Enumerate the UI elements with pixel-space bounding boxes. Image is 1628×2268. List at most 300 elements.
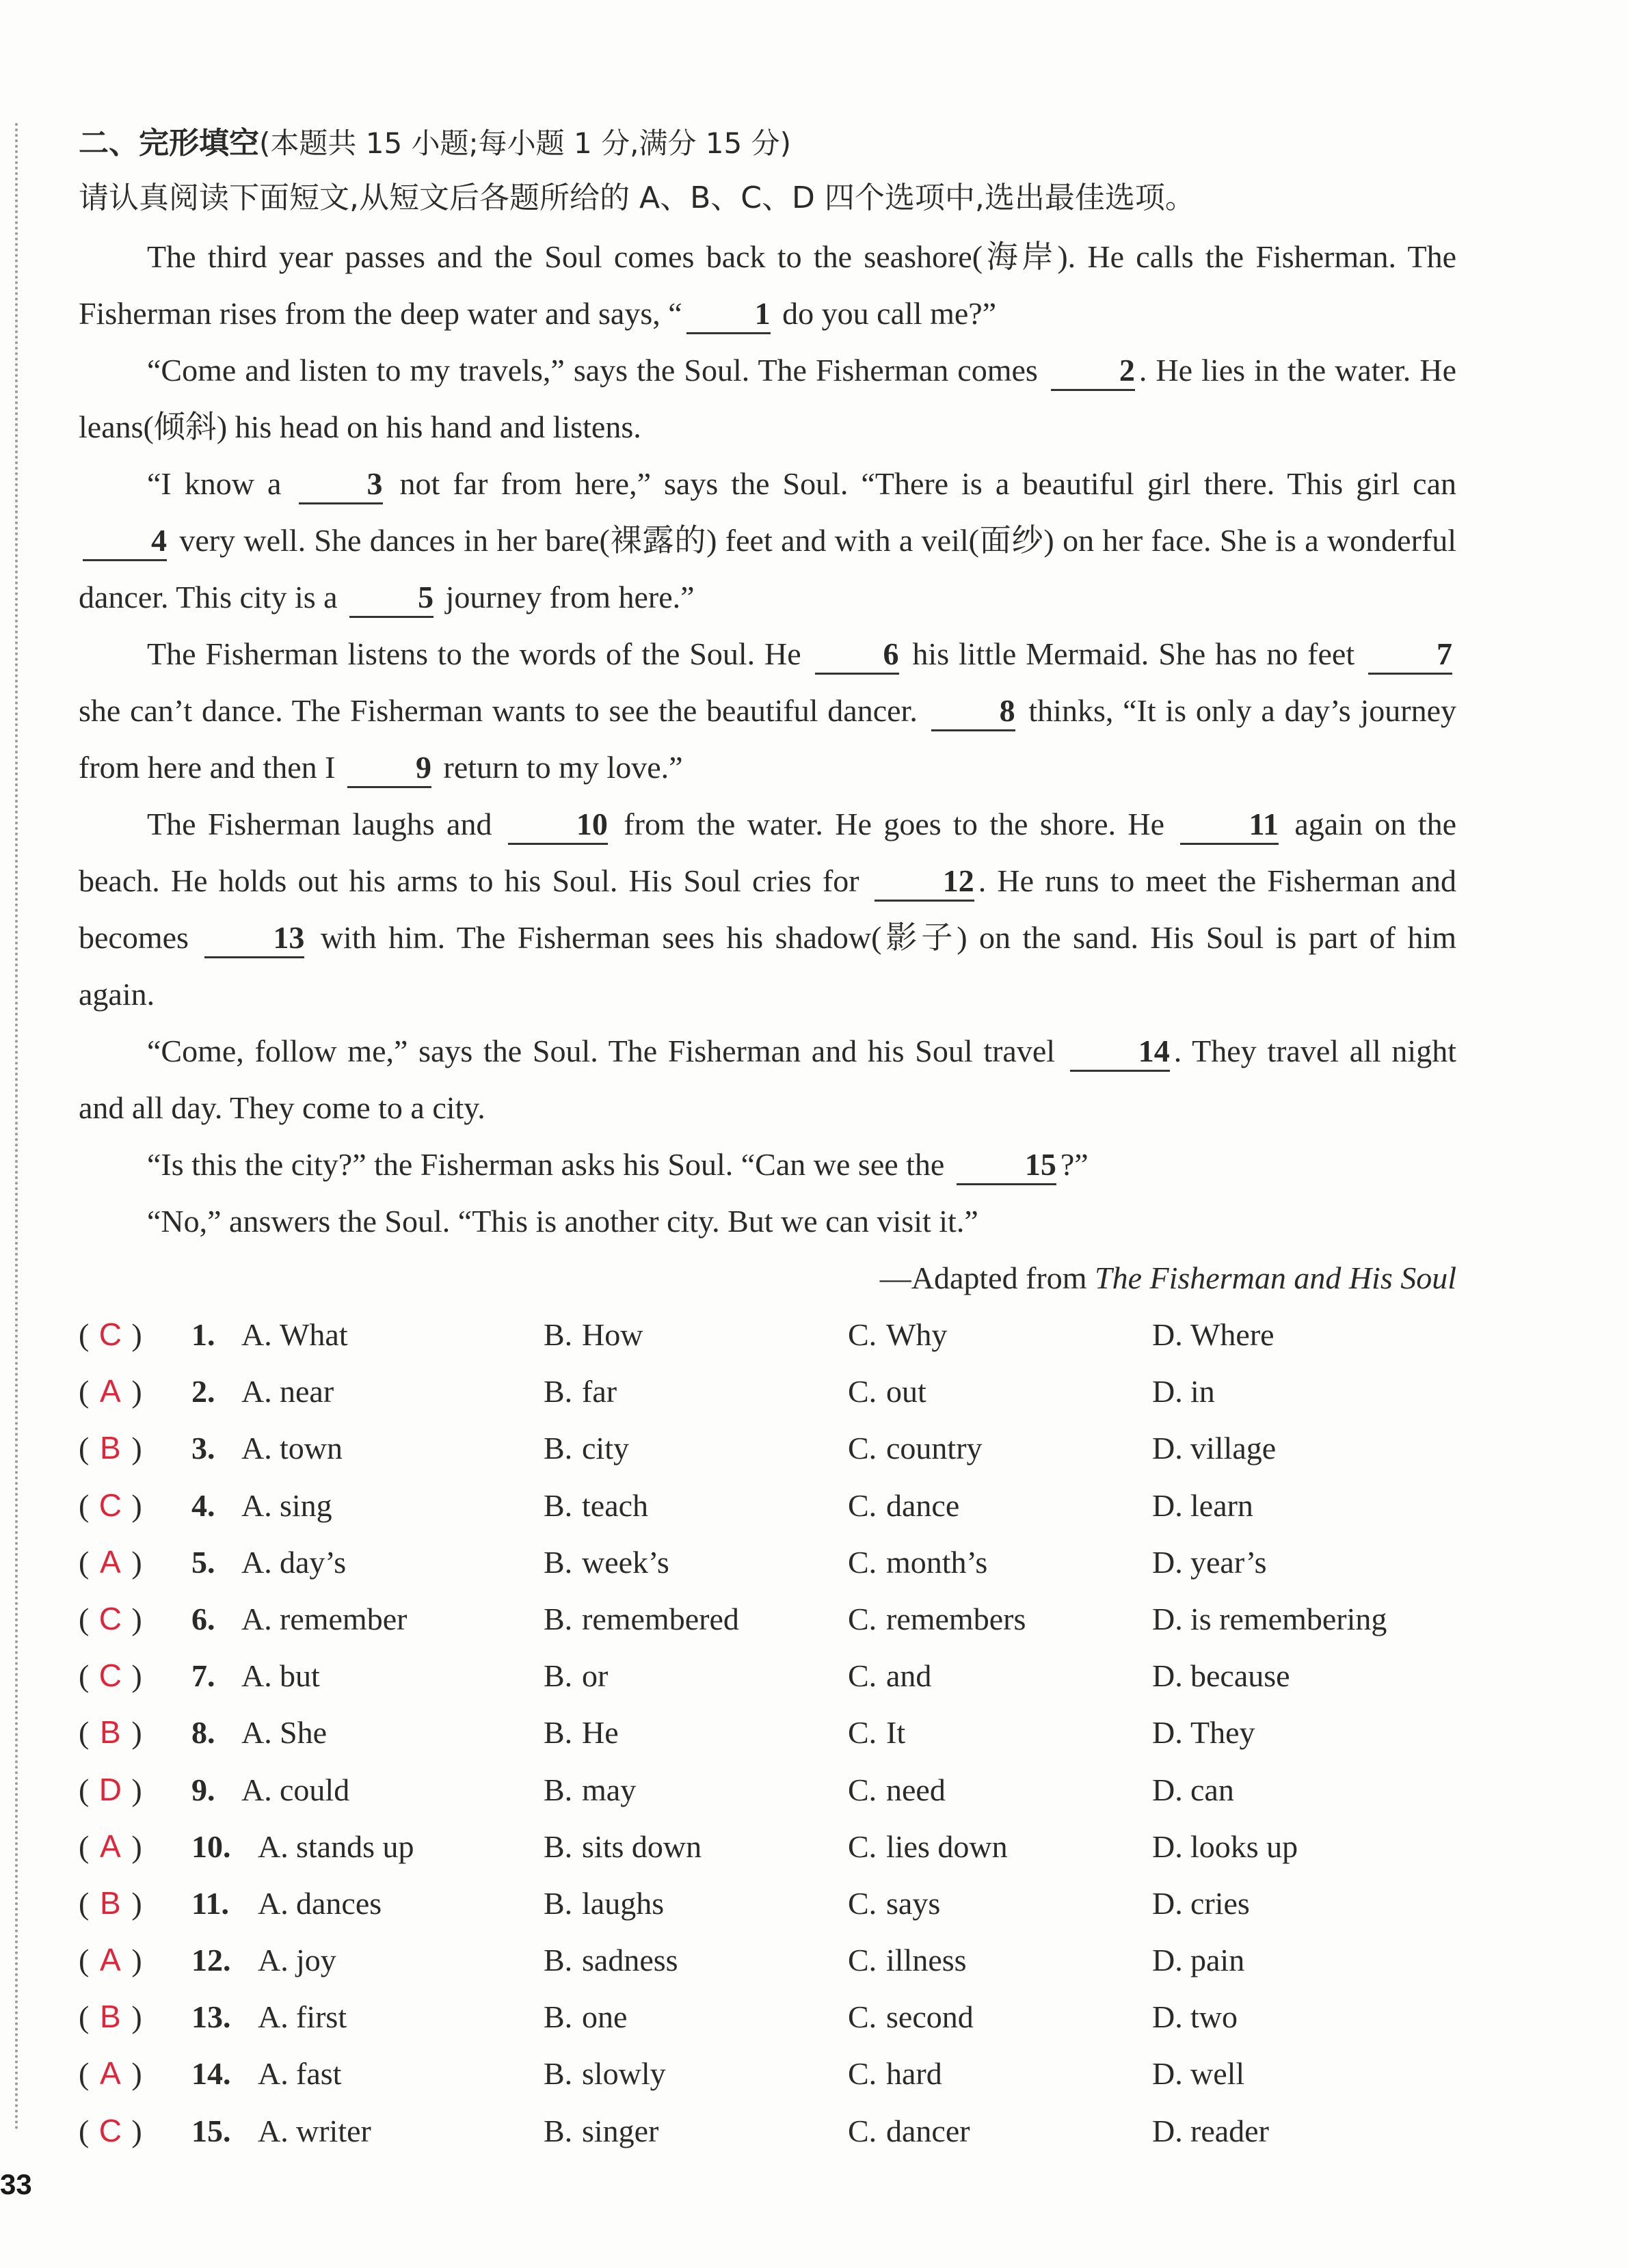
paren-close: )	[131, 1487, 142, 1523]
answer-blank: 14	[1070, 1033, 1170, 1072]
option-letter: B.	[544, 1658, 573, 1694]
option-letter: C.	[848, 1374, 877, 1409]
question-row	[79, 2103, 1456, 2159]
option-a	[241, 1363, 334, 1420]
option-text: sing	[280, 1487, 332, 1523]
option-a	[241, 1477, 332, 1534]
option-text: lies down	[886, 1828, 1008, 1864]
passage-text: thinks, “It is only a day’s journey from here and then I	[79, 693, 1456, 785]
paren-close: )	[131, 1317, 142, 1352]
question-row	[79, 1534, 1456, 1591]
option-letter: D.	[1152, 1487, 1183, 1523]
passage-text: with him. The Fisherman sees his shadow(影子) on the sand. His Soul is part of him again.	[79, 920, 1456, 1012]
option-c	[848, 1818, 1008, 1875]
passage-text: The Fisherman listens to the words of the Soul. He	[147, 636, 811, 671]
section-title	[79, 115, 1456, 172]
option-text: hard	[886, 2056, 942, 2092]
option-letter: B.	[544, 2056, 573, 2092]
paren-close: )	[131, 1601, 142, 1636]
paren-open: (	[79, 1374, 90, 1409]
option-letter: A.	[241, 1658, 272, 1694]
selected-answer: C	[98, 1658, 122, 1694]
option-a	[241, 1761, 349, 1818]
option-text: teach	[582, 1487, 649, 1523]
option-letter: B.	[544, 1544, 573, 1580]
option-letter: B.	[544, 1601, 573, 1636]
option-letter: C.	[848, 2113, 877, 2148]
option-d	[1152, 1591, 1387, 1647]
option-letter: D.	[1152, 1999, 1183, 2035]
question-row	[79, 1988, 1456, 2045]
paren-open: (	[79, 2113, 90, 2148]
passage-paragraph	[79, 1193, 1456, 1250]
option-d	[1152, 1477, 1253, 1534]
paren-close: )	[131, 1828, 142, 1864]
section-title-text: 二、完形填空	[79, 126, 259, 161]
option-letter: C.	[848, 1772, 877, 1807]
paren-open: (	[79, 1999, 90, 2035]
option-letter: A.	[241, 1317, 272, 1352]
option-text: and	[886, 1658, 932, 1694]
option-a	[258, 2045, 341, 2102]
option-text: He	[582, 1715, 619, 1751]
option-text: town	[280, 1431, 343, 1466]
option-a	[258, 1988, 347, 2045]
answer-blank: 7	[1368, 636, 1452, 675]
option-a	[241, 1647, 320, 1704]
option-letter: A.	[241, 1374, 272, 1409]
option-text: It	[886, 1715, 906, 1751]
source-prefix: —Adapted from	[879, 1260, 1095, 1295]
paren-open: (	[79, 1715, 90, 1751]
option-text: country	[886, 1431, 983, 1466]
question-number: 15.	[191, 2113, 231, 2148]
option-text: How	[582, 1317, 643, 1352]
option-text: far	[582, 1374, 617, 1409]
answer-paren	[79, 1534, 142, 1591]
option-d	[1152, 1818, 1298, 1875]
answer-blank: 15	[957, 1146, 1056, 1185]
paren-close: )	[131, 2056, 142, 2092]
option-text: first	[296, 1999, 347, 2035]
option-text: pain	[1190, 1943, 1245, 1978]
passage-text: his little Mermaid. She has no feet	[903, 636, 1364, 671]
option-d	[1152, 1647, 1290, 1704]
answer-paren	[79, 1647, 142, 1704]
option-letter: B.	[544, 1943, 573, 1978]
option-text: second	[886, 1999, 974, 2035]
option-letter: C.	[848, 1658, 877, 1694]
option-letter: D.	[1152, 1943, 1183, 1978]
paren-close: )	[131, 1431, 142, 1466]
answer-paren	[79, 1477, 142, 1534]
option-d	[1152, 2103, 1269, 2159]
question-number: 13.	[191, 1999, 231, 2035]
option-text: learn	[1190, 1487, 1253, 1523]
answer-blank: 1	[686, 295, 771, 334]
option-letter: C.	[848, 1487, 877, 1523]
paren-open: (	[79, 1431, 90, 1466]
answer-paren	[79, 2045, 142, 2102]
passage-text: not far from here,” says the Soul. “There is a beautiful girl there. This girl can	[386, 466, 1456, 501]
option-c	[848, 2045, 942, 2102]
option-letter: B.	[544, 1772, 573, 1807]
question-number: 10.	[191, 1828, 231, 1864]
answer-paren	[79, 1875, 142, 1932]
selected-answer: B	[99, 1430, 121, 1466]
option-text: fast	[296, 2056, 342, 2092]
option-letter: A.	[258, 1828, 289, 1864]
selected-answer: A	[99, 1828, 121, 1864]
option-a	[258, 2103, 371, 2159]
passage-text: she can’t dance. The Fisherman wants to see the beautiful dancer.	[79, 693, 927, 728]
selected-answer: C	[98, 1600, 122, 1636]
option-letter: A.	[241, 1601, 272, 1636]
option-c	[848, 1534, 987, 1591]
option-letter: B.	[544, 1317, 573, 1352]
option-letter: B.	[544, 2113, 573, 2148]
page-number: 33	[0, 2168, 32, 2200]
option-letter: A.	[241, 1772, 272, 1807]
option-b	[544, 1988, 627, 2045]
option-text: in	[1190, 1374, 1215, 1409]
paren-open: (	[79, 1544, 90, 1580]
question-number: 3.	[191, 1431, 215, 1466]
option-text: day’s	[280, 1544, 347, 1580]
option-b	[544, 1477, 648, 1534]
option-text: writer	[296, 2113, 371, 2148]
option-letter: D.	[1152, 1828, 1183, 1864]
source-credit	[79, 1250, 1456, 1306]
answer-blank: 5	[349, 579, 433, 618]
option-letter: D.	[1152, 1772, 1183, 1807]
option-text: stands up	[296, 1828, 414, 1864]
option-text: sits down	[582, 1828, 702, 1864]
option-text: out	[886, 1374, 926, 1409]
option-b	[544, 2045, 666, 2102]
option-d	[1152, 1363, 1215, 1420]
answer-blank: 9	[347, 749, 431, 788]
option-c	[848, 2103, 970, 2159]
option-letter: A.	[258, 2113, 289, 2148]
option-c	[848, 1875, 940, 1932]
option-a	[258, 1818, 414, 1875]
option-a	[241, 1534, 346, 1591]
question-number: 2.	[191, 1374, 215, 1409]
option-text: What	[280, 1317, 348, 1352]
option-text: week’s	[582, 1544, 669, 1580]
option-letter: D.	[1152, 1431, 1183, 1466]
option-text: dances	[296, 1885, 382, 1921]
option-text: She	[280, 1715, 327, 1751]
option-letter: D.	[1152, 1601, 1183, 1636]
option-b	[544, 1420, 629, 1476]
option-text: remembered	[582, 1601, 739, 1636]
option-letter: A.	[241, 1487, 272, 1523]
paren-open: (	[79, 1487, 90, 1523]
option-letter: C.	[848, 1999, 877, 2035]
option-letter: C.	[848, 1828, 877, 1864]
option-letter: B.	[544, 1885, 573, 1921]
answer-paren	[79, 1591, 142, 1647]
option-c	[848, 1932, 967, 1988]
passage-text: “Come, follow me,” says the Soul. The Fisherman and his Soul travel	[147, 1034, 1066, 1068]
option-d	[1152, 1988, 1238, 2045]
answer-paren	[79, 1932, 142, 1988]
option-letter: D.	[1152, 1374, 1183, 1409]
passage-paragraph	[79, 228, 1456, 342]
option-letter: B.	[544, 1431, 573, 1466]
option-d	[1152, 1704, 1255, 1761]
question-row	[79, 1818, 1456, 1875]
question-row	[79, 1306, 1456, 1363]
option-letter: A.	[258, 2056, 289, 2092]
option-text: or	[582, 1658, 609, 1694]
option-letter: D.	[1152, 1317, 1183, 1352]
option-letter: C.	[848, 1317, 877, 1352]
question-number: 1.	[191, 1317, 215, 1352]
option-text: city	[582, 1431, 629, 1466]
passage-paragraph	[79, 1023, 1456, 1136]
answer-paren	[79, 1306, 142, 1363]
passage-text: return to my love.”	[436, 750, 683, 785]
selected-answer: B	[99, 1999, 121, 2035]
option-c	[848, 1761, 946, 1818]
passage-text: from the water. He goes to the shore. He	[611, 807, 1177, 841]
option-letter: B.	[544, 1828, 573, 1864]
option-text: village	[1190, 1431, 1277, 1466]
option-a	[241, 1420, 343, 1476]
selected-answer: B	[99, 1714, 121, 1751]
option-text: remembers	[886, 1601, 1026, 1636]
option-d	[1152, 1761, 1234, 1818]
option-text: singer	[582, 2113, 659, 2148]
paren-close: )	[131, 1544, 142, 1580]
binding-margin-line	[15, 123, 18, 2131]
selected-answer: C	[98, 2112, 122, 2148]
question-row	[79, 1875, 1456, 1932]
question-number: 7.	[191, 1658, 215, 1694]
paren-open: (	[79, 1601, 90, 1636]
selected-answer: D	[98, 1771, 122, 1807]
option-letter: C.	[848, 1601, 877, 1636]
question-number: 6.	[191, 1601, 215, 1636]
question-row	[79, 1591, 1456, 1647]
option-c	[848, 1477, 959, 1534]
option-c	[848, 1647, 931, 1704]
option-d	[1152, 2045, 1244, 2102]
question-row	[79, 1477, 1456, 1534]
option-d	[1152, 1306, 1275, 1363]
option-text: reader	[1190, 2113, 1269, 2148]
option-letter: A.	[241, 1715, 272, 1751]
passage-paragraph	[79, 625, 1456, 796]
option-letter: B.	[544, 1999, 573, 2035]
option-text: laughs	[582, 1885, 665, 1921]
option-text: two	[1190, 1999, 1238, 2035]
option-text: Why	[886, 1317, 948, 1352]
option-letter: A.	[241, 1544, 272, 1580]
option-letter: A.	[258, 1885, 289, 1921]
option-a	[241, 1704, 327, 1761]
option-letter: A.	[241, 1431, 272, 1466]
option-letter: C.	[848, 1544, 877, 1580]
paren-close: )	[131, 1885, 142, 1921]
selected-answer: C	[98, 1487, 122, 1523]
passage-text: “I know a	[147, 466, 295, 501]
option-b	[544, 1591, 739, 1647]
option-b	[544, 1818, 702, 1875]
question-number: 4.	[191, 1487, 215, 1523]
option-b	[544, 1363, 617, 1420]
passage-text: do you call me?”	[774, 296, 997, 331]
option-text: slowly	[582, 2056, 666, 2092]
option-c	[848, 1420, 983, 1476]
paren-open: (	[79, 1943, 90, 1978]
option-b	[544, 1704, 619, 1761]
option-c	[848, 1306, 947, 1363]
question-number: 5.	[191, 1544, 215, 1580]
option-text: year’s	[1190, 1544, 1267, 1580]
option-text: but	[280, 1658, 320, 1694]
option-text: says	[886, 1885, 941, 1921]
option-text: dance	[886, 1487, 960, 1523]
paren-open: (	[79, 1772, 90, 1807]
question-number: 14.	[191, 2056, 231, 2092]
passage-text: again on the beach. He holds out his arms to his Soul. His Soul cries for	[79, 807, 1457, 898]
option-text: Where	[1190, 1317, 1275, 1352]
option-a	[258, 1932, 336, 1988]
passage-paragraph	[79, 1136, 1456, 1193]
question-list	[79, 1306, 1456, 2159]
answer-blank: 4	[83, 522, 167, 561]
option-letter: D.	[1152, 1885, 1183, 1921]
answer-blank: 11	[1180, 806, 1278, 845]
option-text: need	[886, 1772, 946, 1807]
passage-text: The Fisherman laughs and	[147, 807, 504, 841]
option-letter: B.	[544, 1715, 573, 1751]
option-c	[848, 1988, 974, 2045]
option-text: remember	[280, 1601, 408, 1636]
passage-text: . He lies in the water. He leans(倾斜) his head on his hand and listens.	[79, 353, 1456, 444]
option-letter: D.	[1152, 2113, 1183, 2148]
selected-answer: A	[99, 1942, 121, 1978]
passage-text: “Is this the city?” the Fisherman asks his Soul. “Can we see the	[147, 1147, 952, 1182]
instruction: 请认真阅读下面短文,从短文后各题所给的 A、B、C、D 四个选项中,选出最佳选项。	[79, 180, 1195, 215]
passage-text: journey from here.”	[438, 580, 695, 615]
option-d	[1152, 1420, 1276, 1476]
option-text: one	[582, 1999, 628, 2035]
answer-paren	[79, 1988, 142, 2045]
passage	[79, 228, 1456, 1250]
selected-answer: C	[98, 1317, 122, 1352]
selected-answer: A	[99, 2055, 121, 2092]
option-letter: B.	[544, 1487, 573, 1523]
passage-text: . They travel all night and all day. They come to a city.	[79, 1034, 1456, 1125]
option-b	[544, 1761, 636, 1818]
option-b	[544, 1534, 669, 1591]
worksheet-content	[79, 115, 1456, 2159]
option-letter: C.	[848, 1715, 877, 1751]
option-d	[1152, 1534, 1267, 1591]
option-letter: C.	[848, 1885, 877, 1921]
option-text: looks up	[1190, 1828, 1298, 1864]
paren-open: (	[79, 1658, 90, 1694]
question-row	[79, 1761, 1456, 1818]
option-text: is remembering	[1190, 1601, 1387, 1636]
paren-open: (	[79, 1317, 90, 1352]
paren-open: (	[79, 1828, 90, 1864]
selected-answer: A	[99, 1373, 121, 1409]
paren-close: )	[131, 1715, 142, 1751]
passage-text: very well. She dances in her bare(裸露的) feet and with a veil(面纱) on her face. She is a wonderful dancer. This city is a	[79, 523, 1456, 615]
option-letter: D.	[1152, 1715, 1183, 1751]
question-number: 11.	[191, 1885, 229, 1921]
answer-paren	[79, 1761, 142, 1818]
option-text: may	[582, 1772, 637, 1807]
option-text: near	[280, 1374, 334, 1409]
source-title: The Fisherman and His Soul	[1095, 1260, 1456, 1295]
option-text: well	[1190, 2056, 1245, 2092]
selected-answer: A	[99, 1543, 121, 1580]
question-row	[79, 1647, 1456, 1704]
option-letter: D.	[1152, 2056, 1183, 2092]
option-letter: C.	[848, 1943, 877, 1978]
option-text: because	[1190, 1658, 1290, 1694]
paren-close: )	[131, 1999, 142, 2035]
selected-answer: B	[99, 1885, 121, 1921]
section-note: (本题共 15 小题;每小题 1 分,满分 15 分)	[259, 126, 791, 160]
paren-open: (	[79, 1885, 90, 1921]
option-b	[544, 1647, 608, 1704]
option-letter: A.	[258, 1943, 289, 1978]
answer-blank: 13	[204, 919, 304, 958]
option-a	[241, 1306, 348, 1363]
answer-paren	[79, 1420, 142, 1476]
passage-paragraph	[79, 796, 1456, 1023]
passage-text: . He runs to meet the Fisherman and becomes	[79, 863, 1457, 955]
answer-paren	[79, 1363, 142, 1420]
paren-open: (	[79, 2056, 90, 2092]
passage-text: “Come and listen to my travels,” says the Soul. The Fisherman comes	[147, 353, 1047, 388]
option-letter: D.	[1152, 1544, 1183, 1580]
answer-blank: 6	[815, 636, 899, 675]
option-letter: A.	[258, 1999, 289, 2035]
option-text: joy	[296, 1943, 336, 1978]
option-d	[1152, 1875, 1250, 1932]
paren-close: )	[131, 1772, 142, 1807]
passage-paragraph	[79, 455, 1456, 625]
question-row	[79, 1420, 1456, 1476]
question-number: 9.	[191, 1772, 215, 1807]
question-number: 12.	[191, 1943, 231, 1978]
question-number: 8.	[191, 1715, 215, 1751]
option-c	[848, 1704, 905, 1761]
option-text: dancer	[886, 2113, 970, 2148]
option-text: month’s	[886, 1544, 988, 1580]
passage-text: The third year passes and the Soul comes back to the seashore(海岸). He calls the Fisherman. The Fisherman rises from the deep water and says, “	[79, 239, 1456, 331]
answer-blank: 8	[931, 692, 1015, 731]
option-b	[544, 1932, 678, 1988]
paren-close: )	[131, 1374, 142, 1409]
option-text: sadness	[582, 1943, 678, 1978]
answer-paren	[79, 1704, 142, 1761]
option-text: can	[1190, 1772, 1234, 1807]
option-letter: B.	[544, 1374, 573, 1409]
option-text: They	[1190, 1715, 1255, 1751]
option-letter: D.	[1152, 1658, 1183, 1694]
answer-blank: 10	[508, 806, 608, 845]
